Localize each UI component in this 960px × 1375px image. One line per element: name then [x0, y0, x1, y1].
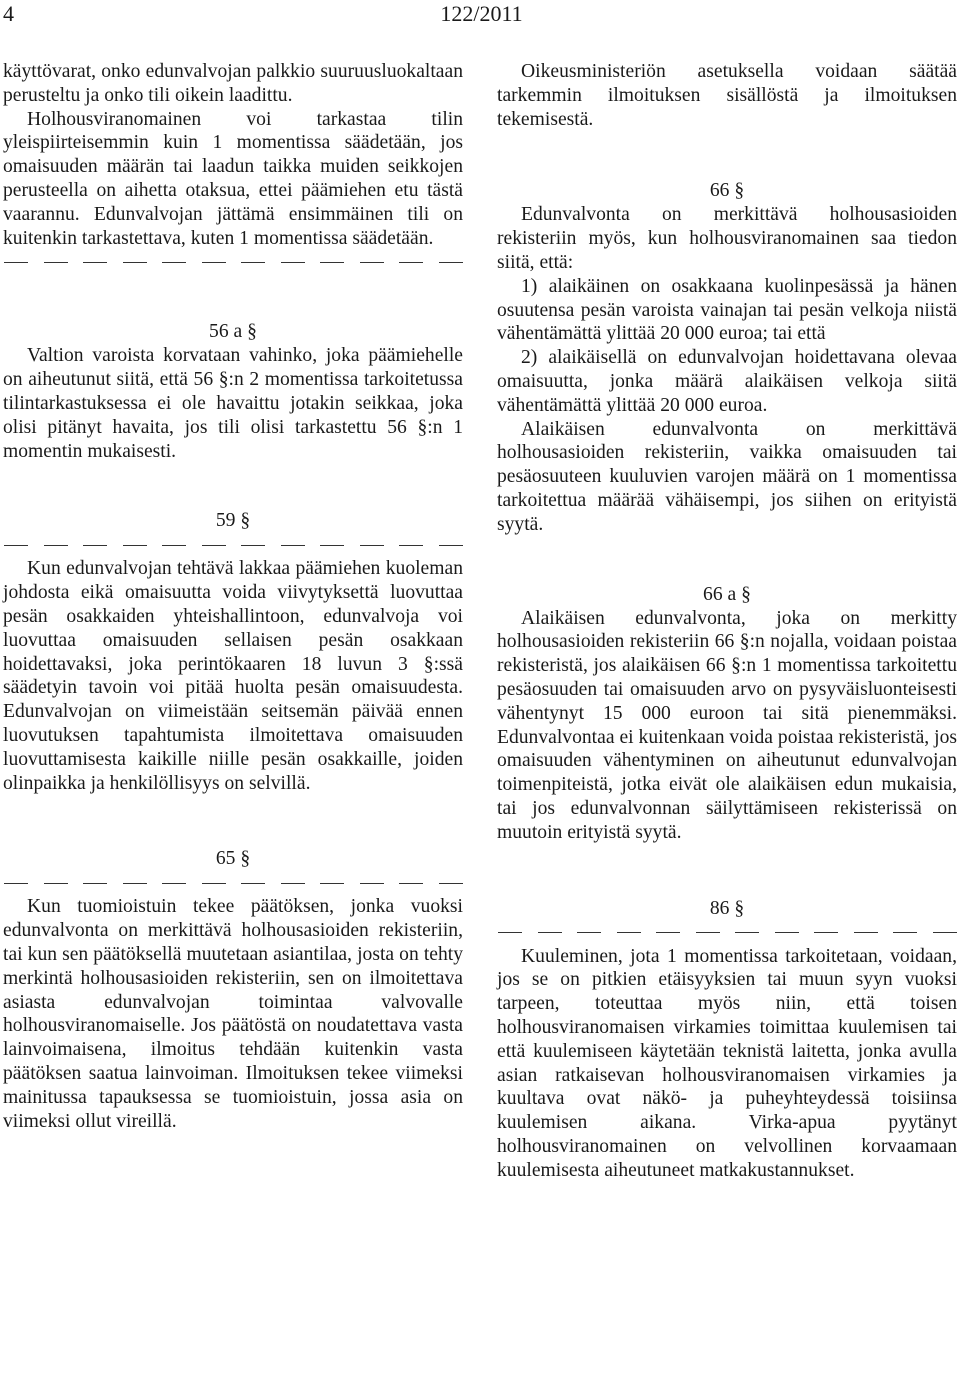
paragraph: Kun edunvalvojan tehtävä lakkaa päämiehen kuoleman johdosta eikä omaisuutta voida viivytyksettä luovuttaa pesän osakkaiden yhteishallintoon, edunvalvoja voi luovuttaa omaisuuden sellaisen pesän osakkaan hoidettavaksi, joka perintökaaren 18 luvun 3 §:ssä säädetyin tavoin voi pitää huolta pesän omaisuudesta. Edunvalvojan on viimeistään seitsemän päivää ennen luovutuksen tapahtumista ilmoitettava omaisuuden luovuttamisesta kaikille niille pesän osakkaille, joiden olinpaikka ja henkilöllisyys on selvillä. [3, 558, 463, 794]
paragraph: käyttövarat, onko edunvalvojan palkkio suuruusluokaltaan perusteltu ja onko tili oikein laadittu. [3, 61, 463, 106]
section-heading: 59 § [215, 510, 251, 532]
paragraph: Alaikäisen edunvalvonta on merkittävä holhousasioiden rekisteriin, vaikka omaisuuden tai pesäosuuteen kuuluvien varojen määrä on 1 momentissa tarkoitettua määrää vähäisempi, jos siihen on erityistä syytä. [497, 418, 957, 535]
section-heading: 66 a § [703, 583, 751, 605]
omission-line [3, 533, 463, 557]
issue-number: 122/2011 [440, 1, 523, 26]
paragraph: 1) alaikäinen on osakkaana kuolinpesässä ja hänen osuutensa pesän varoista vainajan tai pesän velkoja niistä vähentämättä ylittää 20 000 euroa; tai että [497, 275, 957, 345]
paragraph: 2) alaikäisellä on edunvalvojan hoidettavana olevaa omaisuutta, jonka määrä alaikäisen velkoja siitä vähentämättä ylittää 20 000 euroa. [497, 347, 957, 416]
paragraph: Alaikäisen edunvalvonta, joka on merkitty holhousasioiden rekisteriin 66 §:n nojalla, voidaan poistaa rekisteristä, jos alaikäisen 66 §:n 1 momentissa tarkoitettu pesäosuuden tai omaisuuden arvo on pysyväisluonteisesti vähentynyt 15 000 euroon tai sitä pienemmäksi. Edunvalvontaa ei kuitenkaan voida poistaa rekisteristä, jos omaisuuden vähentyminen on aiheutunut edunvalvojan toimenpiteistä, jotka eivät ole alaikäisen edun mukaisia, tai jos edunvalvonnan säilyttämiseen rekisterissä on muutoin erityistä syytä. [497, 607, 957, 843]
omission-line [497, 921, 957, 945]
page-header [3, 0, 960, 30]
paragraph: Valtion varoista korvataan vahinko, joka päämiehelle on aiheutunut siitä, että 56 §:n 2 momentissa tarkoitetussa tilintarkastuksessa ei ole havaittu jotakin seikkaa, joka olisi pitänyt havaita, jos tili olisi tarkastettu 56 §:n 1 momentin mukaisesti. [3, 345, 463, 462]
paragraph: Holhousviranomainen voi tarkastaa tilin yleispiirteisemmin kuin 1 momentissa säädetään, jos omaisuuden määrän tai laadun taikka muiden seikkojen perusteella on aihetta otaksua, ettei päämiehen etu tästä vaarannu. Edunvalvojan jättämä ensimmäinen tili on kuitenkin tarkastettava, kuten 1 momentissa säädetään. [3, 108, 463, 249]
paragraph: Kun tuomioistuin tekee päätöksen, jonka vuoksi edunvalvonta on merkittävä holhousasioiden rekisteriin, tai kun sen päätöksellä muutetaan asiantilaa, josta on tehty merkintä holhousasioiden rekisteriin, sen on ilmoitettava asiasta edunvalvojan toimintaa valvovalle holhousviranomaiselle. Jos päätöstä on noudatettava vasta lainvoimaisena, ilmoitus tehdään kuitenkin vasta päätöksen saatua lainvoiman. Ilmoituksen tekee viimeksi mainitussa tapauksessa se tuomioistuin, jossa asia on viimeksi ollut vireillä. [3, 896, 463, 1132]
omission-line [3, 871, 463, 895]
right-column [497, 60, 957, 1182]
omission-line [3, 250, 463, 274]
left-column [3, 60, 463, 1133]
page-number: 4 [3, 1, 14, 26]
paragraph: Edunvalvonta on merkittävä holhousasioiden rekisteriin myös, kun holhousviranomainen saa tiedon siitä, että: [497, 204, 957, 273]
section-heading: 65 § [215, 848, 251, 870]
paragraph: Kuuleminen, jota 1 momentissa tarkoitetaan, voidaan, jos se on pitkien etäisyyksien tai muun syyn vuoksi tarpeen, toteuttaa myös niin, että toisen holhousviranomaisen virkamies toimittaa kuulemisen tai että kuulemiseen käytetään teknistä laitetta, jonka avulla asian ratkaisevan holhousviranomaisen virkamies ja kuultava ovat näkö- ja puheyhteydessä toisiinsa kuulemisen aikana. Virka-apua pyytänyt holhousviranomainen on velvollinen korvaamaan kuulemisesta aiheutuneet matkakustannukset. [497, 945, 957, 1181]
section-heading: 66 § [709, 180, 745, 202]
paragraph: Oikeusministeriön asetuksella voidaan säätää tarkemmin ilmoituksen sisällöstä ja ilmoituksen tekemisestä. [497, 61, 957, 130]
section-heading: 56 a § [209, 321, 257, 343]
section-heading: 86 § [709, 897, 745, 919]
